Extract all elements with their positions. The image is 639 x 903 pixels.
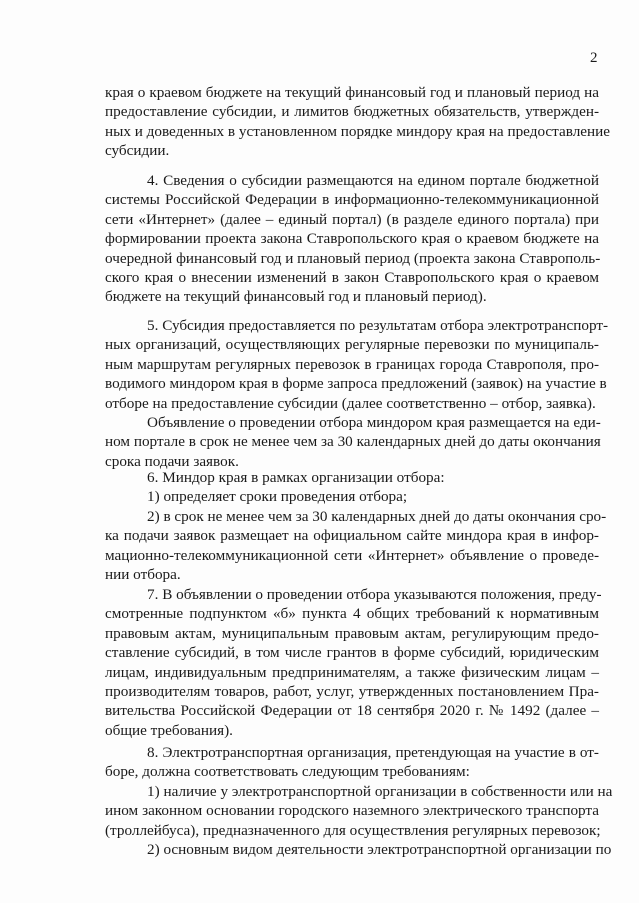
text-line: водимого миндором края в форме запроса предложений (заявок) на участие в bbox=[105, 375, 607, 393]
text-line: края о краевом бюджете на текущий финансовый год и плановый период на bbox=[105, 84, 599, 101]
text-line: предоставление субсидии, и лимитов бюджетных обязательств, утвержден- bbox=[105, 103, 599, 121]
text-line: 1) определяет сроки проведения отбора; bbox=[147, 488, 408, 506]
text-line: смотренные подпунктом «б» пункта 4 общих требований к нормативным bbox=[105, 605, 599, 623]
paragraph-7-announcement bbox=[105, 585, 602, 740]
text-line: ным маршрутам регулярных перевозок в границах города Ставрополя, про- bbox=[105, 355, 599, 373]
text-line: ка подачи заявок размещает на официальном сайте миндора края в инфор- bbox=[105, 527, 599, 545]
text-line: 2) в срок не менее чем за 30 календарных дней до даты окончания сро- bbox=[147, 507, 607, 525]
paragraph-4-subsidy-info bbox=[105, 171, 599, 307]
paragraph-budget-continuation bbox=[105, 83, 611, 161]
text-line: бюджете на текущий финансовый год и плановый период). bbox=[105, 288, 487, 306]
text-line: общие требования). bbox=[105, 721, 233, 739]
text-line: 1) наличие у электротранспортной организации в собственности или на bbox=[147, 782, 613, 800]
text-line: ставление субсидий, в том числе грантов в форме субсидий, юридическим bbox=[105, 644, 599, 662]
text-line: боре, должна соответствовать следующим требованиям: bbox=[105, 763, 470, 781]
text-line: производителям товаров, работ, услуг, утвержденных постановлением Пра- bbox=[105, 683, 599, 701]
text-line: сети «Интернет» (далее – единый портал) (в разделе единого портала) при bbox=[105, 210, 599, 228]
text-line: лицам, индивидуальным предпринимателям, а также физическим лицам – bbox=[105, 663, 599, 681]
text-line: мационно-телекоммуникационной сети «Интернет» объявление о проведе- bbox=[105, 546, 599, 564]
text-line: (троллейбуса), предназначенного для осуществления регулярных перевозок; bbox=[105, 821, 601, 839]
text-line: 4. Сведения о субсидии размещаются на едином портале бюджетной bbox=[147, 172, 599, 189]
text-line: системы Российской Федерации в информационно-телекоммуникационной bbox=[105, 191, 599, 209]
text-line: формировании проекта закона Ставропольского края о краевом бюджете на bbox=[105, 230, 599, 248]
text-line: срока подачи заявок. bbox=[105, 452, 239, 470]
text-line: 8. Электротранспортная организация, претендующая на участие в от- bbox=[147, 744, 599, 761]
text-line: ского края о внесении изменений в закон Ставропольского края о краевом bbox=[105, 269, 599, 287]
text-line: очередной финансовый год и плановый период (проекта закона Ставрополь- bbox=[105, 249, 601, 267]
text-line: ином законном основании городского наземного электрического транспорта bbox=[105, 802, 599, 820]
text-line: субсидии. bbox=[105, 142, 170, 160]
text-line: ном портале в срок не менее чем за 30 календарных дней до даты окончания bbox=[105, 433, 601, 451]
page-number: 2 bbox=[590, 50, 598, 66]
text-line: 6. Миндор края в рамках организации отбора: bbox=[147, 469, 445, 486]
text-line: правовым актам, муниципальным правовым актам, регулирующим предо- bbox=[105, 624, 599, 642]
text-line: 2) основным видом деятельности электротранспортной организации по bbox=[147, 841, 612, 859]
text-line: нии отбора. bbox=[105, 566, 181, 584]
text-line: вительства Российской Федерации от 18 сентября 2020 г. № 1492 (далее – bbox=[105, 702, 599, 720]
text-line: ных организаций, осуществляющих регулярные перевозки по муниципаль- bbox=[105, 336, 599, 354]
text-line: ных и доведенных в установленном порядке миндору края на предоставление bbox=[105, 122, 611, 140]
text-line: отборе на предоставление субсидии (далее соответственно – отбор, заявка). bbox=[105, 394, 596, 412]
paragraph-6-selection-organization bbox=[105, 468, 607, 584]
text-line: Объявление о проведении отбора миндором края размещается на еди- bbox=[147, 414, 601, 432]
paragraph-5-selection bbox=[105, 316, 609, 471]
text-line: 7. В объявлении о проведении отбора указываются положения, преду- bbox=[147, 586, 602, 603]
text-line: 5. Субсидия предоставляется по результатам отбора электротранспорт- bbox=[147, 317, 609, 334]
paragraph-8-requirements bbox=[105, 743, 613, 859]
